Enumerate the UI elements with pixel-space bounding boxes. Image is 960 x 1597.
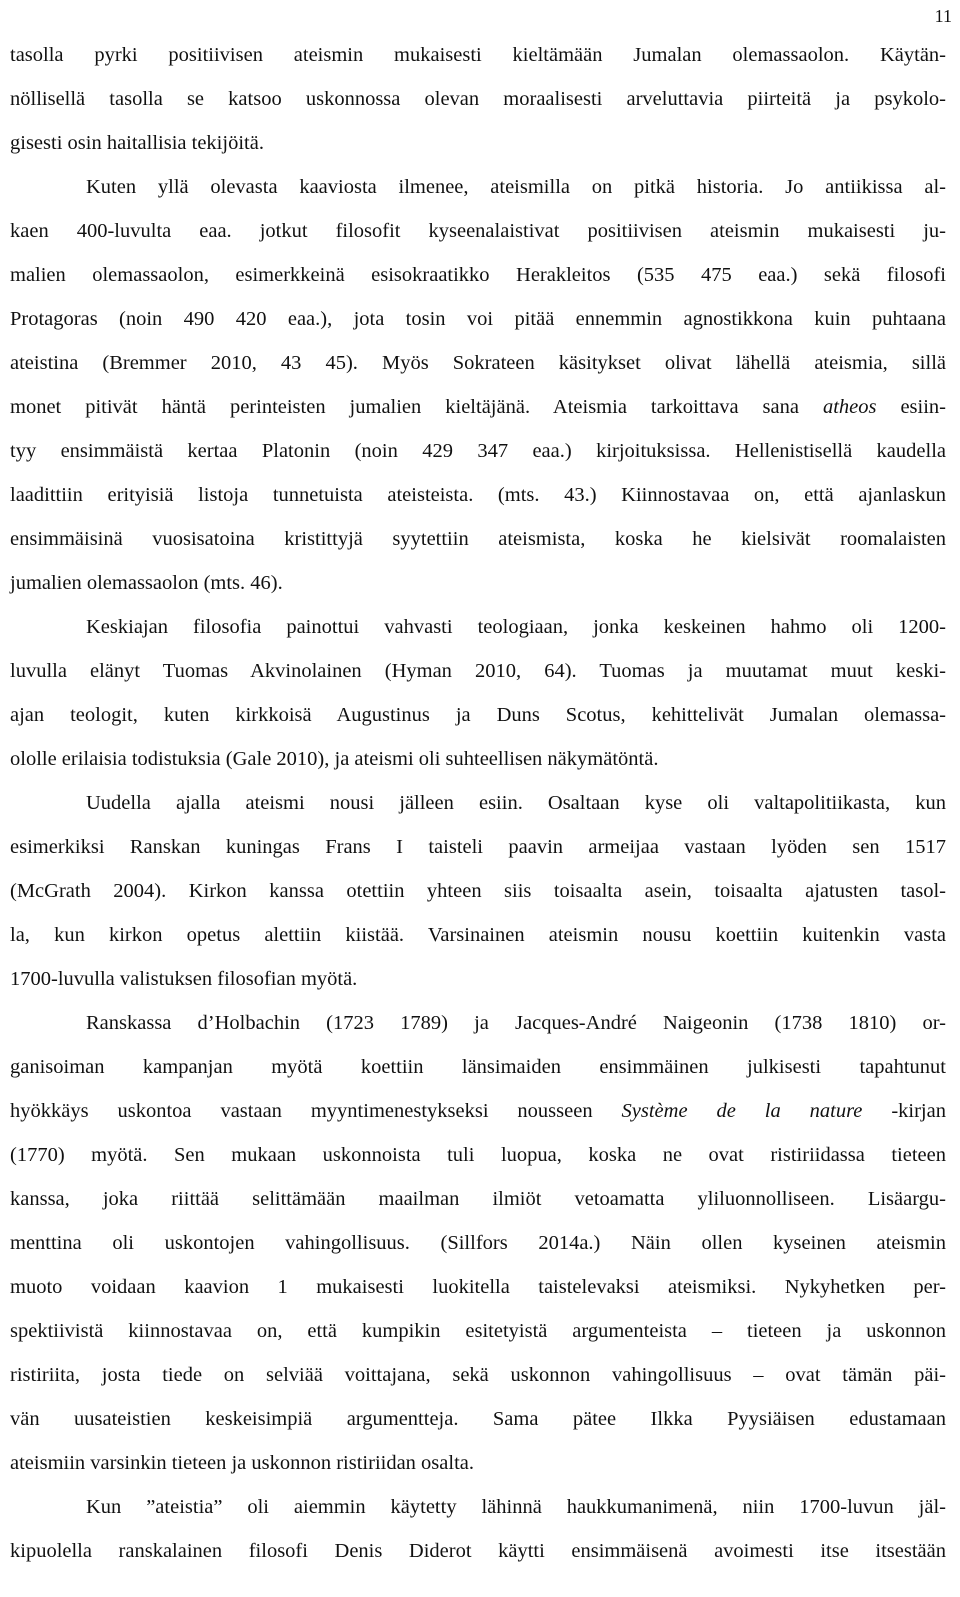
line-text: ganisoiman kampanjan myötä koettiin länsimaiden ensimmäinen julkisesti tapahtunut: [10, 1056, 946, 1078]
text-line: [10, 737, 946, 781]
line-text: tasolla pyrki positiivisen ateismin mukaisesti kieltämään Jumalan olemassaolon. Käytän-: [10, 44, 946, 66]
line-text-after: esiin-: [876, 396, 947, 418]
line-text: Keskiajan filosofia painottui vahvasti teologiaan, jonka keskeinen hahmo oli 1200-: [86, 616, 946, 638]
line-text: kipuolella ranskalainen filosofi Denis Diderot käytti ensimmäisenä avoimesti itse itsestään: [10, 1540, 946, 1562]
text-line: [10, 517, 946, 561]
text-line: [10, 1089, 946, 1133]
line-text: Protagoras (noin 490 420 eaa.), jota tosin voi pitää ennemmin agnostikkona kuin puhtaana: [10, 308, 946, 330]
text-line: [10, 605, 946, 649]
line-text: malien olemassaolon, esimerkkeinä esisokraatikko Herakleitos (535 475 eaa.) sekä filosofi: [10, 264, 946, 286]
text-line: [10, 825, 946, 869]
text-line: [10, 1309, 946, 1353]
text-line: [10, 1397, 946, 1441]
text-line: [10, 1529, 946, 1573]
line-text: kanssa, joka riittää selittämään maailman ilmiöt vetoamatta yliluonnolliseen. Lisäargu-: [10, 1188, 946, 1210]
text-line: [10, 1221, 946, 1265]
page-number: 11: [934, 6, 952, 26]
document-body: [10, 33, 946, 1573]
line-text: ateismiin varsinkin tieteen ja uskonnon ristiriidan osalta.: [10, 1452, 475, 1474]
line-text: ensimmäisinä vuosisatoina kristittyjä syytettiin ateismista, koska he kielsivät roomalaisten: [10, 528, 946, 550]
line-text: 1700-luvulla valistuksen filosofian myötä.: [10, 968, 358, 990]
text-line: [10, 561, 946, 605]
text-line: [10, 1485, 946, 1529]
line-text: nöllisellä tasolla se katsoo uskonnossa olevan moraalisesti arveluttavia piirteitä ja psykolo-: [10, 88, 946, 110]
text-line: [10, 33, 946, 77]
line-text: jumalien olemassaolon (mts. 46).: [10, 572, 283, 594]
line-text: Ranskassa d’Holbachin (1723 1789) ja Jacques-André Naigeonin (1738 1810) or-: [86, 1012, 946, 1034]
text-line: [10, 1177, 946, 1221]
text-line: [10, 77, 946, 121]
text-line: [10, 1265, 946, 1309]
line-text: Kuten yllä olevasta kaaviosta ilmenee, ateismilla on pitkä historia. Jo antiikissa al-: [86, 176, 946, 198]
text-line: [10, 297, 946, 341]
line-text: luvulla elänyt Tuomas Akvinolainen (Hyman 2010, 64). Tuomas ja muutamat muut keski-: [10, 660, 946, 682]
text-line: [10, 385, 946, 429]
line-text: (1770) myötä. Sen mukaan uskonnoista tuli luopua, koska ne ovat ristiriidassa tieteen: [10, 1144, 946, 1166]
text-line: [10, 913, 946, 957]
text-line: [10, 693, 946, 737]
text-line: [10, 781, 946, 825]
text-line: [10, 121, 946, 165]
text-line: [10, 649, 946, 693]
line-text: la, kun kirkon opetus alettiin kiistää. Varsinainen ateismin nousu koettiin kuitenkin vasta: [10, 924, 946, 946]
line-text: muoto voidaan kaavion 1 mukaisesti luokitella taistelevaksi ateismiksi. Nykyhetken per-: [10, 1276, 946, 1298]
text-line: [10, 1353, 946, 1397]
text-line: [10, 473, 946, 517]
line-text: laadittiin erityisiä listoja tunnetuista ateisteista. (mts. 43.) Kiinnostavaa on, että ajanlaskun: [10, 484, 946, 506]
line-text: tyy ensimmäistä kertaa Platonin (noin 429 347 eaa.) kirjoituksissa. Hellenistisellä kaudella: [10, 440, 946, 462]
text-line: [10, 165, 946, 209]
text-line: [10, 957, 946, 1001]
line-text: Kun ”ateistia” oli aiemmin käytetty lähinnä haukkumanimenä, niin 1700-luvun jäl-: [86, 1496, 946, 1518]
line-text: hyökkäys uskontoa vastaan myyntimenestykseksi nousseen: [10, 1100, 593, 1122]
text-line: [10, 429, 946, 473]
line-text: esimerkiksi Ranskan kuningas Frans I taisteli paavin armeijaa vastaan lyöden sen 1517: [10, 836, 946, 858]
text-line: [10, 1001, 946, 1045]
line-text: spektiivistä kiinnostavaa on, että kumpikin esitetyistä argumenteista – tieteen ja uskonnon: [10, 1320, 946, 1342]
text-line: [10, 253, 946, 297]
line-text: menttina oli uskontojen vahingollisuus. (Sillfors 2014a.) Näin ollen kyseinen ateismin: [10, 1232, 946, 1254]
text-line: [10, 1133, 946, 1177]
line-text: ololle erilaisia todistuksia (Gale 2010), ja ateismi oli suhteellisen näkymätöntä.: [10, 748, 659, 770]
line-text: kaen 400-luvulta eaa. jotkut filosofit kyseenalaistivat positiivisen ateismin mukaisesti ju-: [10, 220, 946, 242]
line-text-after: -kirjan: [862, 1100, 946, 1122]
line-text: ajan teologit, kuten kirkkoisä Augustinus ja Duns Scotus, kehittelivät Jumalan olemassa-: [10, 704, 946, 726]
text-line: [10, 1045, 946, 1089]
line-text: vän uusateistien keskeisimpiä argumentteja. Sama pätee Ilkka Pyysiäisen edustamaan: [10, 1408, 946, 1430]
line-text: ristiriita, josta tiede on selviää voittajana, sekä uskonnon vahingollisuus – ovat tämän päi-: [10, 1364, 946, 1386]
italic-term: Système de la nature: [621, 1100, 863, 1122]
line-text: gisesti osin haitallisia tekijöitä.: [10, 132, 264, 154]
text-line: [10, 341, 946, 385]
italic-term: atheos: [822, 396, 877, 418]
text-line: [10, 1441, 946, 1485]
line-text: (McGrath 2004). Kirkon kanssa otettiin yhteen siis toisaalta asein, toisaalta ajatusten tasol-: [10, 880, 946, 902]
text-line: [10, 869, 946, 913]
line-text: monet pitivät häntä perinteisten jumalien kieltäjänä. Ateismia tarkoittava sana: [10, 396, 799, 418]
text-line: [10, 209, 946, 253]
line-text: ateistina (Bremmer 2010, 43 45). Myös Sokrateen käsitykset olivat lähellä ateismia, sillä: [10, 352, 946, 374]
line-text: Uudella ajalla ateismi nousi jälleen esiin. Osaltaan kyse oli valtapolitiikasta, kun: [86, 792, 946, 814]
